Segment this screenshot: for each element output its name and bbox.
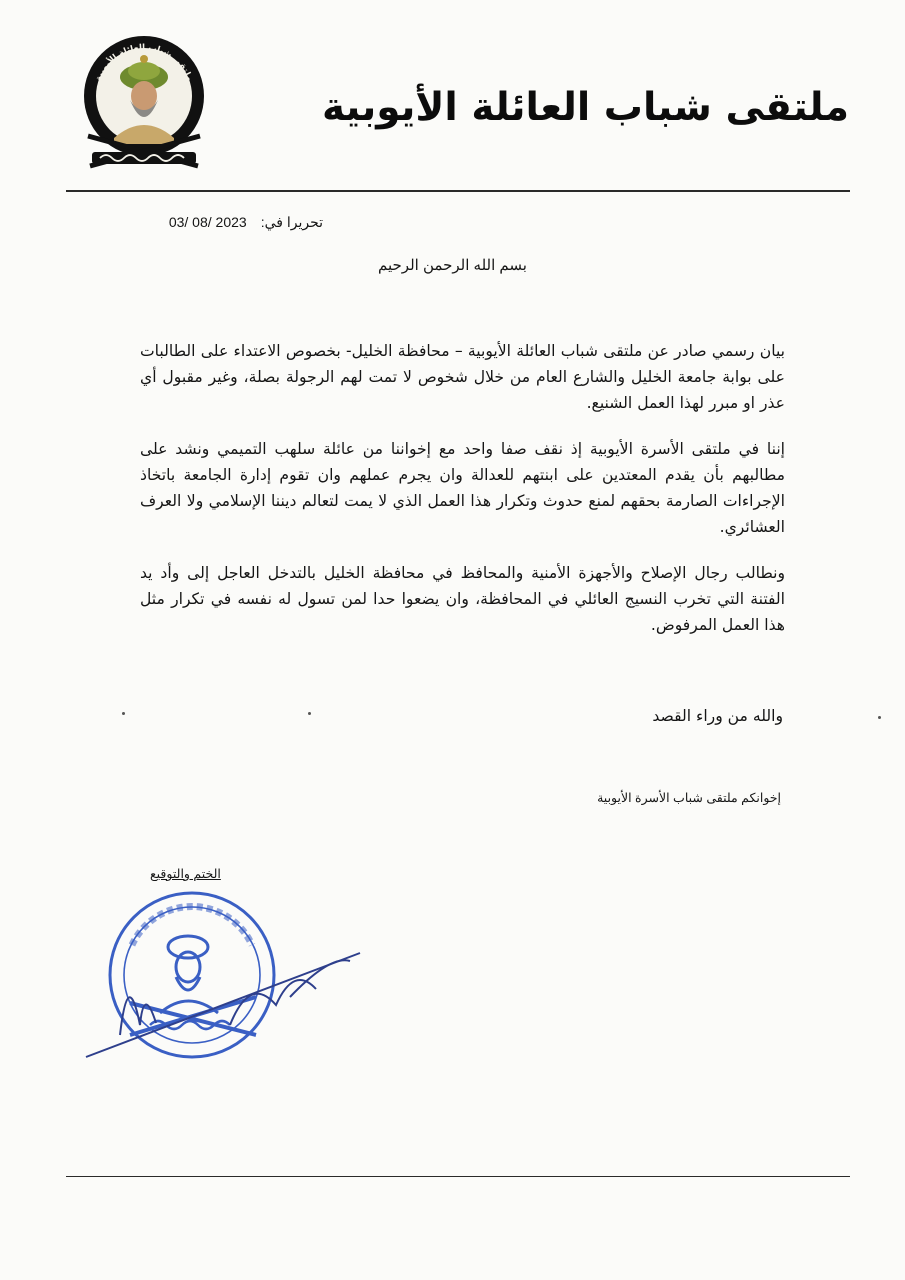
basmala: بسم الله الرحمن الرحيم: [378, 257, 527, 274]
logo-ring-text: ملتقى شباب العائلة الأيوبية: [93, 42, 195, 83]
organization-title: ملتقى شباب العائلة الأيوبية: [322, 85, 849, 130]
paragraph-3: ونطالب رجال الإصلاح والأجهزة الأمنية والمحافظ في محافظة الخليل بالتدخل العاجل إلى وأد يد الفتنة التي تخرب النسيج العائلي في المحافظة، وان يضعوا حدا لمن تسول له نفسه في تكرار مثل هذا العمل المرفوض.: [140, 564, 785, 634]
blue-seal-stamp-icon: [80, 885, 370, 1065]
date-value: 03/ 08/ 2023: [168, 214, 247, 230]
letter-body: [140, 338, 785, 658]
paragraph-1: بيان رسمي صادر عن ملتقى شباب العائلة الأيوبية – محافظة الخليل- بخصوص الاعتداء على الطالبات على بوابة جامعة الخليل والشارع العام من خلال شخوص لا تمت لهم الرجولة بصلة، وغير مقبول أي عذر او مبرر لهذا العمل الشنيع.: [140, 342, 785, 412]
stamp-label: الختم والتوقيع: [150, 867, 221, 881]
scan-speck: [122, 712, 125, 715]
scan-speck: [308, 712, 311, 715]
date-label: تحريرا في:: [260, 214, 323, 230]
closing-line: والله من وراء القصد: [652, 707, 783, 725]
scan-speck: [878, 716, 881, 719]
paragraph-2: إننا في ملتقى الأسرة الأيوبية إذ نقف صفا واحد مع إخواننا من عائلة سلهب التميمي ونشد على مطالبهم بأن يقدم المعتدين على ابنتهم للعدالة وان يجرم عملهم وان تقوم إدارة الجامعة باتخاذ الإجراءات الصارمة بحقهم لمنع حدوث وتكرار هذا العمل الذي لا يمت لتعالم ديننا الإسلامي ولا العرف العشائري.: [140, 440, 785, 536]
portrait-crossed-swords-logo-icon: [78, 30, 210, 170]
header-divider: [66, 190, 850, 192]
handwritten-signature-icon: [86, 953, 360, 1057]
date-line: [169, 214, 323, 231]
footer-divider: [66, 1176, 850, 1177]
sign-off: إخوانكم ملتقى شباب الأسرة الأيوبية: [597, 791, 781, 805]
